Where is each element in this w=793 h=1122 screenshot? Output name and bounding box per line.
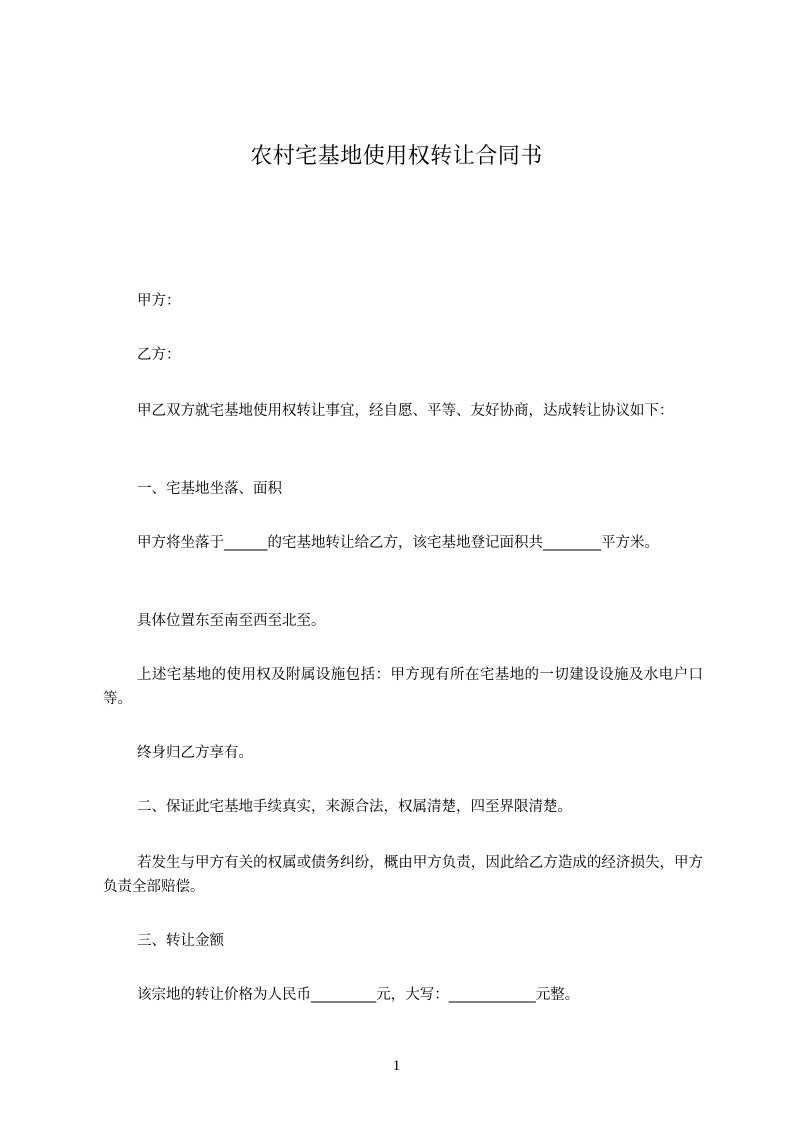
price-paragraph: 该宗地的转让价格为人民币_________元，大写：____________元整。 bbox=[137, 987, 580, 1003]
document-title: 农村宅基地使用权转让合同书 bbox=[250, 144, 543, 169]
facilities-paragraph: 上述宅基地的使用权及附属设施包括：甲方现有所在宅基地的一切建设设施及水电户口等。 bbox=[103, 667, 703, 707]
preamble-paragraph: 甲乙双方就宅基地使用权转让事宜，经自愿、平等、友好协商，达成转让协议如下： bbox=[137, 403, 674, 419]
boundaries-paragraph: 具体位置东至南至西至北至。 bbox=[137, 613, 326, 629]
section-3-heading: 三、转让金额 bbox=[137, 933, 224, 949]
section-2-heading: 二、保证此宅基地手续真实，来源合法，权属清楚，四至界限清楚。 bbox=[137, 799, 572, 815]
section-1-heading: 一、宅基地坐落、面积 bbox=[137, 481, 282, 497]
lifetime-paragraph: 终身归乙方享有。 bbox=[137, 745, 253, 761]
party-b-line: 乙方： bbox=[137, 347, 181, 363]
party-a-line: 甲方： bbox=[137, 293, 181, 309]
location-area-paragraph: 甲方将坐落于______的宅基地转让给乙方，该宅基地登记面积共________平方米。 bbox=[137, 535, 659, 551]
dispute-paragraph: 若发生与甲方有关的权属或债务纠纷，概由甲方负责，因此给乙方造成的经济损失，甲方负责全部赔偿。 bbox=[103, 855, 703, 895]
page-number: 1 bbox=[392, 1058, 401, 1074]
